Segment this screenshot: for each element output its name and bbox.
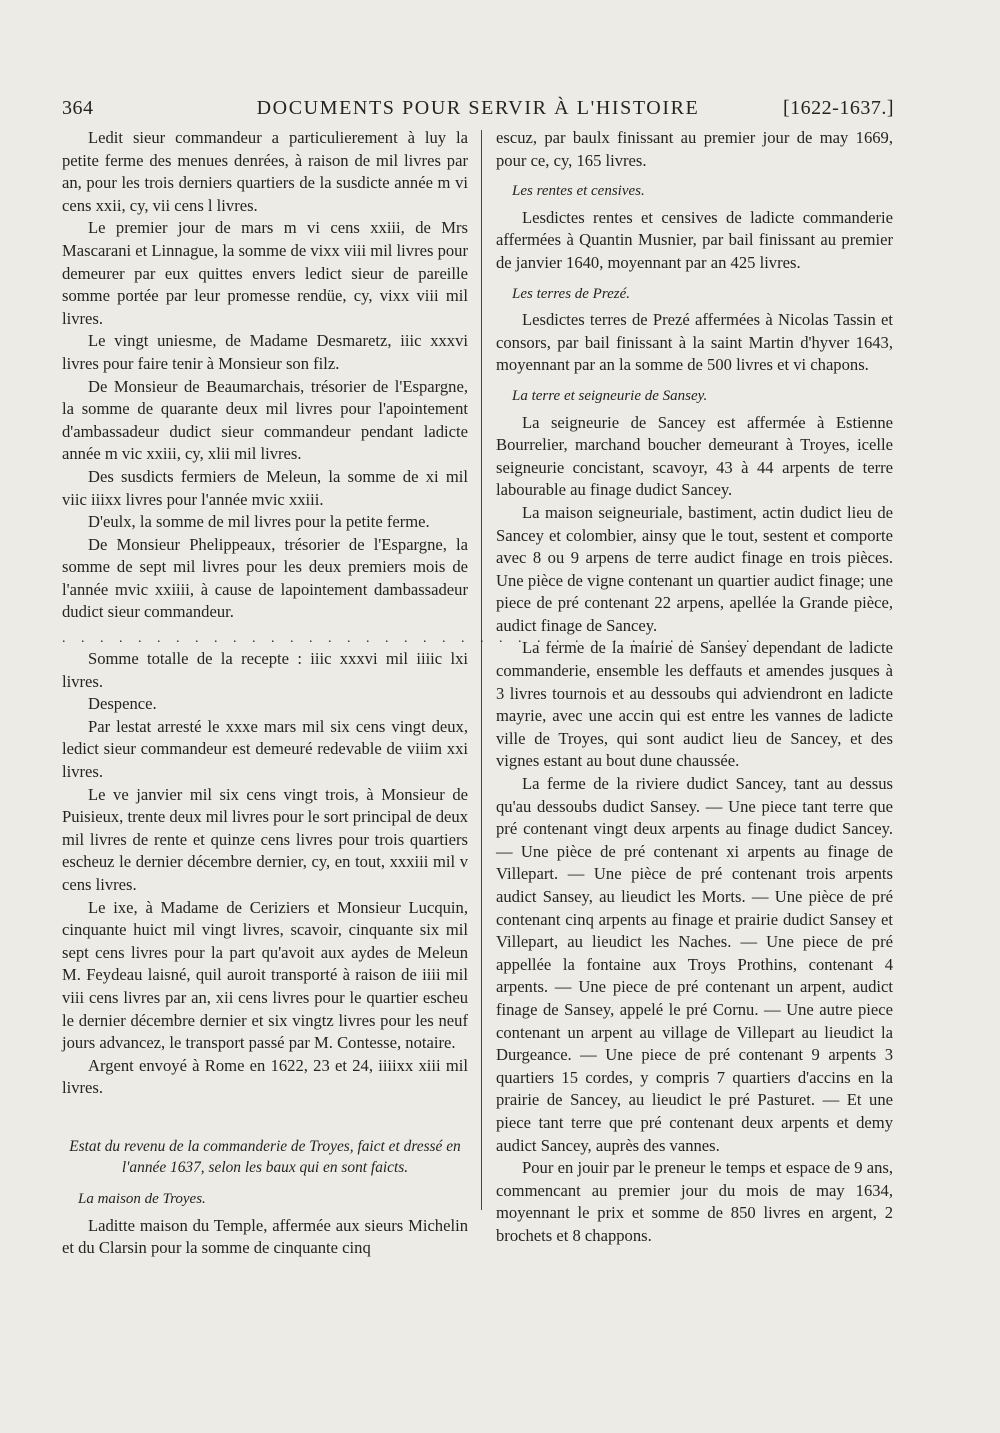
- subheading: Les rentes et censives.: [512, 183, 645, 200]
- column-divider: [481, 130, 482, 1210]
- paragraph: escuz, par baulx finissant au premier jour de may 1669, pour ce, cy, 165 livres.: [496, 128, 893, 170]
- paragraph: Argent envoyé à Rome en 1622, 23 et 24, iiiixx xiii mil livres.: [62, 1055, 468, 1098]
- paragraph: Des susdicts fermiers de Meleun, la somme de xi mil viic iiixx livres pour l'année mvic xxiii.: [62, 466, 468, 509]
- paragraph: La maison seigneuriale, bastiment, actin dudict lieu de Sancey et colombier, ainsy que le tout, sestent et comporte avec 8 ou 9 arpens de terre audict finage en trois pièces. Une pièce de vigne contenant un quartier audict finage; une piece de pré contenant 22 arpens, apellée la Grande pièce, audict finage de Sancey.: [496, 502, 893, 635]
- paragraph: Despence.: [88, 694, 157, 714]
- paragraph: La ferme de la mairie de Sansey dependant de ladicte commanderie, ensemble les deffauts et amendes jusques à 3 livres tournois et au dessoubs qui adviendront en ladicte mayrie, avec une accin qui est entre les vannes de ladicte ville de Troyes, qui sont audict lieu de Sancey, et des vignes estant au bout dune chaussée.: [496, 638, 893, 771]
- subheading: La maison de Troyes.: [78, 1190, 206, 1207]
- paragraph: De Monsieur Phelippeaux, trésorier de l'Espargne, la somme de sept mil livres pour les deux premiers mois de l'année mvic xxiiii, à cause de lapointement dambassadeur dudict sieur commandeur.: [62, 534, 468, 622]
- paragraph: D'eulx, la somme de mil livres pour la petite ferme.: [88, 512, 430, 532]
- paragraph: Le ixe, à Madame de Ceriziers et Monsieur Lucquin, cinquante huict mil vingt livres, scavoir, cinquante six mil sept cens livres pour la part qu'avoit aux aydes de Meleun M. Feydeau laisné, quil auroit transporté à raison de iiii mil viii cens livres par an, xii cens livres pour le quartier escheu le dernier décembre dernier et six vingtz livres pour les neuf jours advancez, le transport passé par M. Contesse, notaire.: [62, 897, 468, 1053]
- date-range: [1622-1637.]: [783, 97, 894, 119]
- paragraph: Pour en jouir par le preneur le temps et espace de 9 ans, commencant au premier jour du mois de may 1634, moyennant le prix et somme de 850 livres en argent, 2 brochets et 8 chappons.: [496, 1158, 893, 1245]
- paragraph: La seigneurie de Sancey est affermée à Estienne Bourrelier, marchand boucher demeurant à Troyes, icelle seigneurie concistant, scavoyr, 43 à 44 arpents de terre labourable au finage dudict Sancey.: [496, 412, 893, 500]
- section-gap: [62, 1100, 468, 1136]
- paragraph: Le ve janvier mil six cens vingt trois, à Monsieur de Puisieux, trente deux mil livres pour le sort principal de deux mil livres de rente et quinze cens livres pour trois quartiers escheuz le dernier décembre dernier, cy, en tout, xxxiii mil v cens livres.: [62, 784, 468, 894]
- paragraph: Lesdictes terres de Prezé affermées à Nicolas Tassin et consors, par bail finissant à la saint Martin d'hyver 1643, moyennant par an la somme de 500 livres et vi chapons.: [496, 310, 893, 375]
- paragraph: Par lestat arresté le xxxe mars mil six cens vingt deux, ledict sieur commandeur est demeuré redevable de viiim xxi livres.: [62, 716, 468, 782]
- paragraph: Ledit sieur commandeur a particulierement à luy la petite ferme des menues denrées, à raison de mil livres par an, pour les trois derniers quartiers de la susdicte année m vi cens xxii, cy, vii cens l livres.: [62, 128, 468, 215]
- subheading: Les terres de Prezé.: [512, 285, 631, 302]
- right-column: [496, 127, 893, 1248]
- section-heading: Estat du revenu de la commanderie de Troyes, faict et dressé en l'année 1637, selon les baux qui en sont faicts.: [69, 1137, 461, 1176]
- page-number: 364: [62, 97, 94, 119]
- running-title: DOCUMENTS POUR SERVIR À L'HISTOIRE: [256, 97, 700, 119]
- running-header: [62, 97, 894, 127]
- subheading: La terre et seigneurie de Sansey.: [512, 387, 708, 404]
- paragraph: Lesdictes rentes et censives de ladicte commanderie affermées à Quantin Musnier, par bail finissant au premier de janvier 1640, moyennant par an 425 livres.: [496, 207, 893, 272]
- dotted-separator: . . . . . . . . . . . . . . . . . . . . . . . . . . . . . . . . . . . . .: [62, 631, 756, 647]
- paragraph: Le vingt uniesme, de Madame Desmaretz, iiic xxxvi livres pour faire tenir à Monsieur son filz.: [62, 331, 468, 373]
- paragraph: Somme totalle de la recepte : iiic xxxvi mil iiiic lxi livres.: [62, 649, 468, 691]
- paragraph: Laditte maison du Temple, affermée aux sieurs Michelin et du Clarsin pour la somme de cinquante cinq: [62, 1215, 468, 1258]
- paragraph: La ferme de la riviere dudict Sancey, tant au dessus qu'au dessoubs dudict Sansey. — Une piece tant terre que pré contenant vingt deux arpents au finage dudict Sancey. — Une pièce de pré contenant xi arpents au finage de Villepart. — Une pièce de pré contenant trois arpents audict Sansey, au lieudict les Morts. — Une pièce de pré contenant cinq arpents au finage et prairie dudict Sansey et Villepart, au lieudict les Naches. — Une piece de pré appellée la fontaine aux Troys Prothins, contenant 4 arpents. — Une piece de pré contenant un arpent, audict finage de Sansey, appelé le pré Cornu. — Une autre piece contenant un arpent au village de Villepart au lieudict la Durgeance. — Une piece de pré contenant 9 arpents 3 quartiers 15 cordes, y compris 7 quartiers d'accins en la prairie de Sancey, au lieudict le pré Pasturet. — Et une piece tant terre que pré contenant deux arpents et demy audict Sancey, auprès des vannes.: [496, 774, 893, 1155]
- paragraph: Le premier jour de mars m vi cens xxiii, de Mrs Mascarani et Linnague, la somme de vixx viii mil livres pour demeurer par eux quittes envers ledict sieur de pareille somme portée par leur promesse rendüe, cy, vixx viii mil livres.: [62, 218, 468, 328]
- paragraph: De Monsieur de Beaumarchais, trésorier de l'Espargne, la somme de quarante deux mil livres pour l'apointement d'ambassadeur dudict sieur commandeur pendant ladicte année m vic xxiii, cy, xlii mil livres.: [62, 376, 468, 464]
